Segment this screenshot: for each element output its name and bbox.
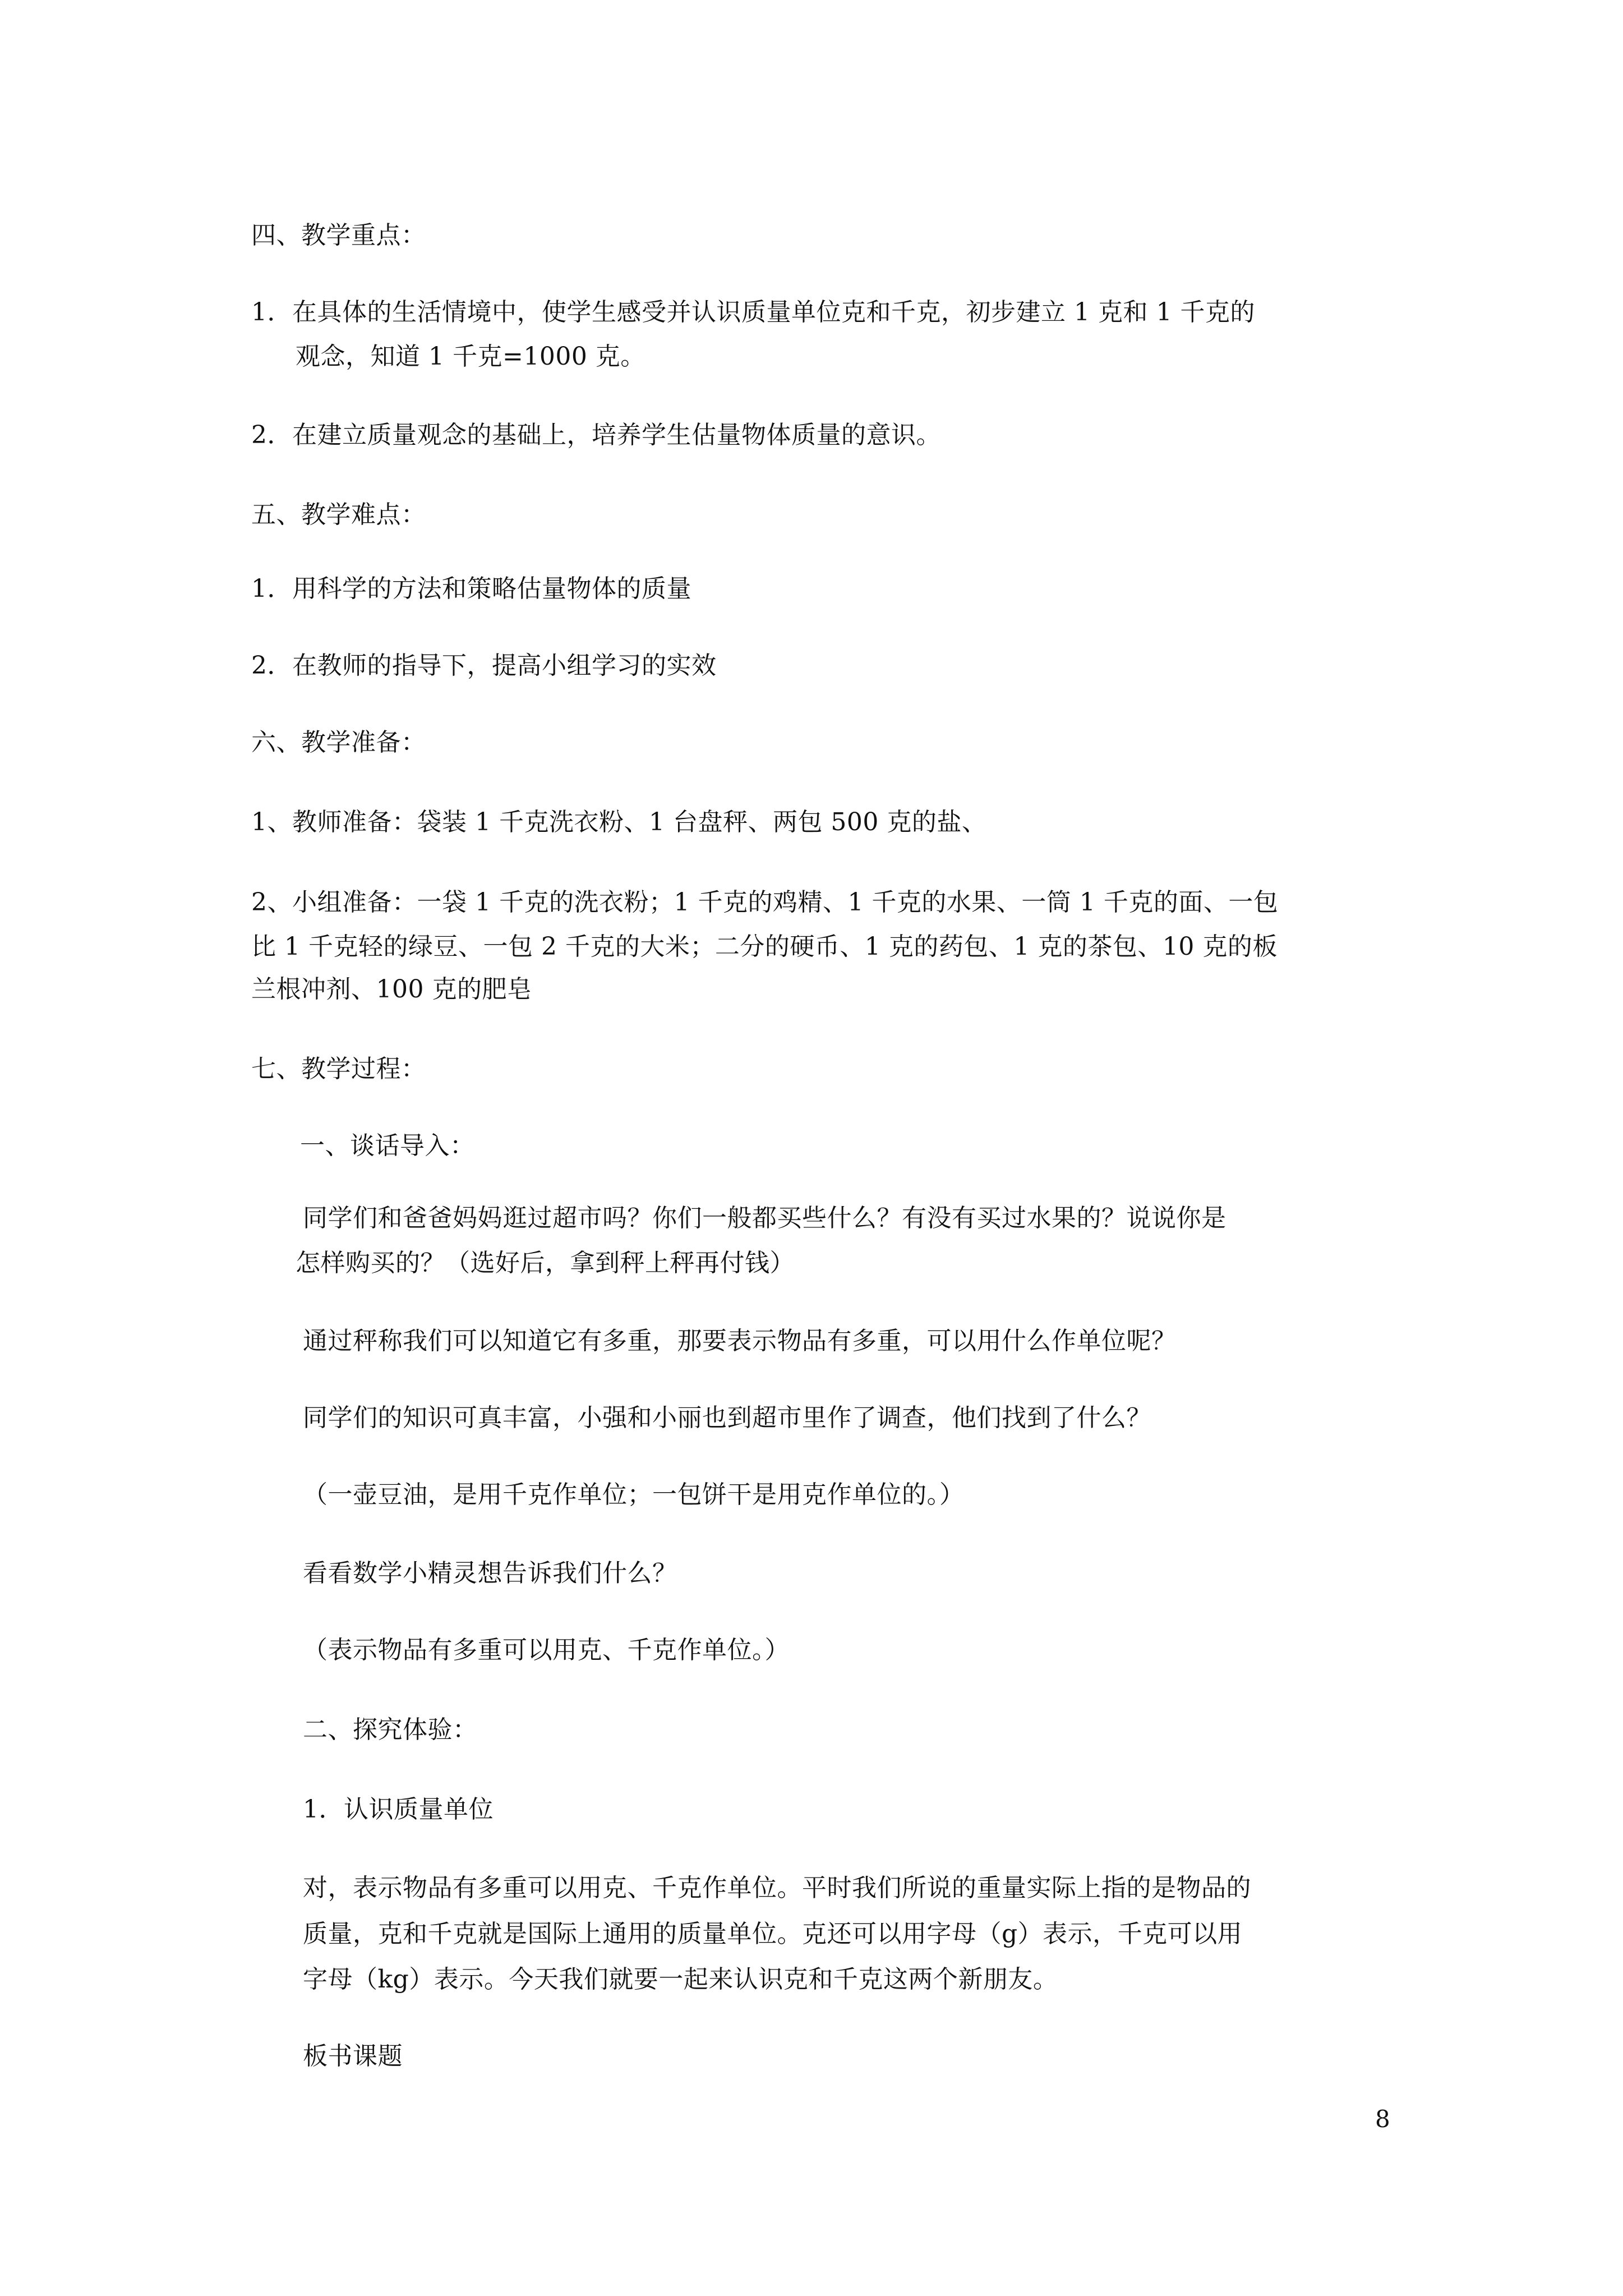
subsection-heading-explore: 二、探究体验： bbox=[303, 1715, 478, 1744]
page-number: 8 bbox=[1375, 2105, 1390, 2133]
section-heading-process: 七、教学过程： bbox=[251, 1055, 426, 1083]
key-point-1-line-2: 观念，知道 1 千克=1000 克。 bbox=[296, 342, 645, 371]
intro-paragraph-2: 通过秤称我们可以知道它有多重，那要表示物品有多重，可以用什么作单位呢？ bbox=[303, 1327, 1177, 1355]
prep-group-line-1: 2、小组准备：一袋 1 千克的洗衣粉；1 千克的鸡精、1 千克的水果、一筒 1 千克的面、一包 bbox=[251, 888, 1279, 917]
section-heading-key-points: 四、教学重点： bbox=[251, 221, 426, 250]
intro-paragraph-4: （一壶豆油，是用千克作单位；一包饼干是用克作单位的。） bbox=[303, 1480, 965, 1509]
intro-paragraph-5: 看看数学小精灵想告诉我们什么？ bbox=[303, 1559, 677, 1588]
explore-paragraph-line-1: 对，表示物品有多重可以用克、千克作单位。平时我们所说的重量实际上指的是物品的 bbox=[303, 1874, 1251, 1902]
explore-paragraph-line-3: 字母（kg）表示。今天我们就要一起来认识克和千克这两个新朋友。 bbox=[303, 1965, 1058, 1994]
intro-paragraph-1-line-1: 同学们和爸爸妈妈逛过超市吗？你们一般都买些什么？有没有买过水果的？说说你是 bbox=[303, 1204, 1227, 1232]
difficulty-1: 1．用科学的方法和策略估量物体的质量 bbox=[251, 574, 691, 603]
subsection-heading-intro: 一、谈话导入： bbox=[300, 1131, 475, 1160]
prep-group-line-2: 比 1 千克轻的绿豆、一包 2 千克的大米；二分的硬币、1 克的药包、1 克的茶包、10 克的板 bbox=[251, 932, 1278, 961]
board-title-note: 板书课题 bbox=[303, 2042, 403, 2070]
section-heading-preparation: 六、教学准备： bbox=[251, 728, 426, 757]
intro-paragraph-3: 同学们的知识可真丰富，小强和小丽也到超市里作了调查，他们找到了什么？ bbox=[303, 1404, 1151, 1432]
intro-paragraph-6: （表示物品有多重可以用克、千克作单位。） bbox=[303, 1636, 790, 1664]
section-heading-difficulties: 五、教学难点： bbox=[251, 500, 426, 529]
explore-item-1-heading: 1．认识质量单位 bbox=[303, 1795, 494, 1824]
intro-paragraph-1-line-2: 怎样购买的？（选好后，拿到秤上秤再付钱） bbox=[296, 1249, 795, 1277]
explore-paragraph-line-2: 质量，克和千克就是国际上通用的质量单位。克还可以用字母（g）表示，千克可以用 bbox=[303, 1920, 1243, 1948]
key-point-1-line-1: 1．在具体的生活情境中，使学生感受并认识质量单位克和千克，初步建立 1 克和 1 千克的 bbox=[251, 298, 1255, 326]
difficulty-2: 2．在教师的指导下，提高小组学习的实效 bbox=[251, 651, 717, 680]
key-point-2: 2．在建立质量观念的基础上，培养学生估量物体质量的意识。 bbox=[251, 421, 941, 449]
prep-group-line-3: 兰根冲剂、100 克的肥皂 bbox=[251, 975, 532, 1004]
prep-teacher: 1、教师准备：袋装 1 千克洗衣粉、1 台盘秤、两包 500 克的盐、 bbox=[251, 808, 987, 836]
